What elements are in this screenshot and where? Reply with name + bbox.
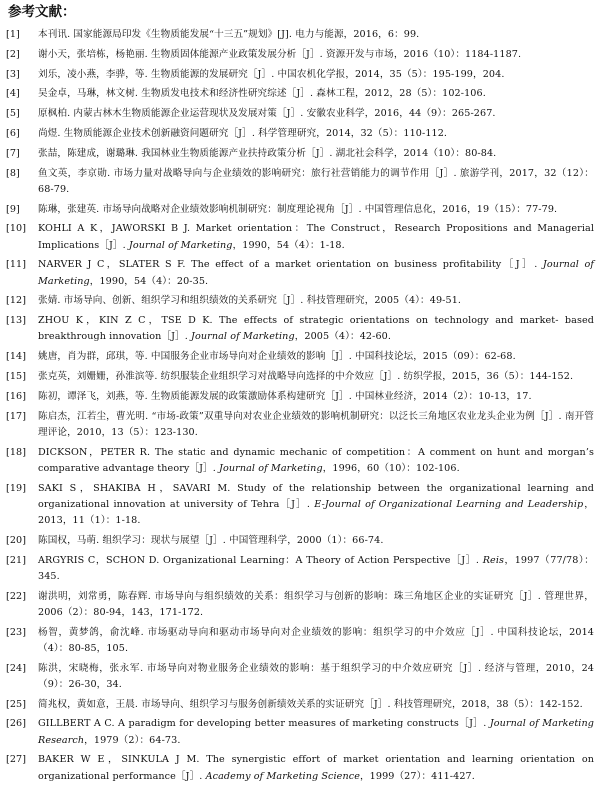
reference-item	[6, 697, 594, 713]
reference-segment: ，1999（27）：411-427.	[359, 770, 475, 782]
reference-text	[38, 295, 461, 306]
reference-text	[38, 315, 594, 342]
reference-segment: 刘乐，凌小燕，李骅，等. 生物质能源的发展研究［J］. 中国农机化学报，2014，35（5）：195-199，204.	[38, 68, 505, 80]
reference-number: [25]	[6, 698, 27, 710]
reference-item	[6, 445, 594, 477]
reference-text	[38, 29, 419, 40]
reference-number: [10]	[6, 223, 27, 235]
reference-number: [21]	[6, 554, 27, 566]
reference-segment: ，2013，11（1）：1-18.	[38, 498, 595, 526]
reference-text	[38, 483, 594, 526]
reference-segment: 陈琳，张建英. 市场导向战略对企业绩效影响机制研究：制度理论视角［J］. 中国管理信息化，2016，19（15）：77-79.	[38, 203, 558, 215]
reference-item	[6, 257, 594, 289]
reference-item	[6, 716, 594, 748]
reference-number: [13]	[6, 315, 27, 327]
reference-item	[6, 625, 594, 657]
reference-segment: 吴金卓，马琳，林文树. 生物质发电技术和经济性研究综述［J］. 森林工程，2012，28（5）：102-106.	[38, 88, 486, 100]
reference-segment: ，2005（4）：42-60.	[294, 331, 392, 343]
reference-number: [1]	[6, 29, 20, 40]
reference-text	[38, 204, 557, 215]
reference-text	[38, 371, 573, 382]
reference-segment: ，1990，54（4）：1-18.	[232, 239, 345, 251]
reference-text	[38, 447, 594, 474]
reference-text	[38, 411, 594, 438]
reference-item	[6, 146, 594, 162]
reference-item	[6, 293, 594, 309]
reference-number: [19]	[6, 482, 27, 494]
reference-segment: KOHLI A K，JAWORSKI B J. Market orientation：The Construct，Research Propositions and Managerial Implications［J］.	[38, 223, 594, 251]
reference-segment: 姚唐，肖为群，邱琪，等. 中国服务企业市场导向对企业绩效的影响［J］. 中国科技论坛，2015（09）：62-68.	[38, 351, 516, 363]
reference-segment: 本刊讯. 国家能源局印发《生物质能发展“十三五”规划》[J]. 电力与能源，2016，6：99.	[38, 29, 420, 40]
journal-title: Academy of Marketing Science	[205, 770, 360, 782]
reference-segment: 谢小天，张培栋，杨艳丽. 生物质固体能源产业政策发展分析［J］. 资源开发与市场，2016（10）：1184-1187.	[38, 48, 522, 60]
reference-item	[6, 553, 594, 585]
reference-segment: NARVER J C，SLATER S F. The effect of a market orientation on business profitability［J］.	[38, 259, 543, 271]
reference-segment: 陈初，谭泽飞，刘燕，等. 生物质能源发展的政策激励体系构建研究［J］. 中国林业经济，2014（2）：10-13，17.	[38, 390, 532, 402]
reference-text	[38, 699, 583, 710]
reference-segment: SAKI S，SHAKIBA H，SAVARI M. Study of the relationship between the organizational learning and organizational innovation at university of Tehra［J］.	[38, 482, 594, 510]
reference-item	[6, 106, 594, 122]
reference-item	[6, 202, 594, 218]
reference-number: [23]	[6, 626, 27, 638]
reference-item	[6, 27, 594, 43]
reference-segment: 原枫柏. 内蒙古林木生物质能源企业运营现状及发展对策［J］. 安徽农业科学，2016，44（9）：265-267.	[38, 108, 496, 120]
reference-item	[6, 313, 594, 345]
reference-segment: 张克英，刘姗姗，孙淮滨等. 纺织服装企业组织学习对战略导向选择的中介效应［J］. 纺织学报，2015，36（5）：144-152.	[38, 370, 574, 382]
reference-segment: ，1990，54（4）：20-35.	[89, 275, 209, 287]
journal-title: Journal of Marketing	[191, 331, 295, 343]
reference-text	[38, 391, 532, 402]
reference-number: [7]	[6, 147, 20, 159]
reference-segment: GILLBERT A C. A paradigm for developing better measures of marketing constructs［J］.	[38, 718, 490, 730]
reference-item	[6, 221, 594, 253]
reference-segment: 简兆权，黄如意，王晨. 市场导向、组织学习与服务创新绩效关系的实证研究［J］. 科技管理研究，2018，38（5）：142-152.	[38, 698, 583, 710]
reference-number: [18]	[6, 446, 27, 458]
reference-text	[38, 88, 486, 99]
reference-item	[6, 533, 594, 549]
reference-text	[38, 223, 594, 250]
reference-text	[38, 555, 594, 582]
reference-item	[6, 47, 594, 63]
reference-number: [5]	[6, 108, 20, 120]
reference-number: [15]	[6, 370, 27, 382]
reference-item	[6, 752, 594, 784]
reference-number: [26]	[6, 718, 27, 730]
reference-text	[38, 591, 594, 618]
reference-text	[38, 148, 496, 159]
reference-item	[6, 481, 594, 530]
journal-title: Journal of Marketing	[38, 259, 594, 287]
reference-number: [22]	[6, 590, 27, 602]
reference-segment: 鱼文英，李京勋. 市场力量对战略导向与企业绩效的影响研究：旅行社营销能力的调节作用［J］. 旅游学刊，2017，32（12）：68-79.	[38, 167, 594, 195]
reference-text	[38, 69, 504, 80]
reference-number: [12]	[6, 295, 27, 307]
reference-number: [16]	[6, 390, 27, 402]
reference-segment: ，1997（77/78）：345.	[38, 554, 594, 582]
reference-text	[38, 128, 447, 139]
reference-text	[38, 535, 384, 546]
reference-text	[38, 108, 496, 119]
journal-title: Journal of Marketing	[219, 462, 323, 474]
reference-item	[6, 409, 594, 441]
journal-title: Journal of Marketing Research	[38, 718, 594, 746]
reference-list	[6, 27, 594, 785]
reference-segment: 张喆，陈建成，谢璐琳. 我国林业生物质能源产业扶持政策分析［J］. 湖北社会科学，2014（10）：80-84.	[38, 147, 497, 159]
reference-number: [3]	[6, 68, 20, 80]
reference-text	[38, 754, 594, 781]
reference-text	[38, 259, 594, 286]
reference-number: [20]	[6, 534, 27, 546]
reference-number: [4]	[6, 88, 20, 100]
reference-segment: 陈启杰，江若尘，曹光明. “市场-政策”双重导向对农业企业绩效的影响机制研究：以泛长三角地区农业龙头企业为例［J］. 南开管理评论，2010，13（5）：123-130.	[38, 410, 594, 438]
reference-text	[38, 718, 594, 745]
reference-item	[6, 126, 594, 142]
reference-text	[38, 627, 594, 654]
reference-number: [27]	[6, 754, 27, 766]
reference-segment: 陈洪，宋晓梅，张永军. 市场导向对物业服务企业绩效的影响：基于组织学习的中介效应研究［J］. 经济与管理，2010，24（9）：26-30，34.	[38, 662, 594, 690]
reference-segment: 尚煜. 生物质能源企业技术创新融资问题研究［J］. 科学管理研究，2014，32（5）：110-112.	[38, 127, 448, 139]
reference-segment: DICKSON，PETER R. The static and dynamic mechanic of competition：A comment on hunt and morgan’s comparative advantage theory［J］.	[38, 446, 594, 474]
reference-item	[6, 389, 594, 405]
reference-text	[38, 49, 521, 60]
reference-segment: 杨智，黄梦鸽，俞沈峰. 市场驱动导向和驱动市场导向对企业绩效的影响：组织学习的中介效应［J］. 中国科技论坛，2014（4）：80-85，105.	[38, 626, 594, 654]
reference-number: [24]	[6, 662, 27, 674]
reference-number: [6]	[6, 127, 20, 139]
reference-text	[38, 351, 516, 362]
reference-item	[6, 349, 594, 365]
reference-number: [9]	[6, 203, 20, 215]
reference-item	[6, 67, 594, 83]
journal-title: E-Journal of Organizational Learning and Leadership	[314, 498, 584, 510]
reference-item	[6, 166, 594, 198]
reference-number: [17]	[6, 410, 27, 422]
references-heading: 参考文献：	[8, 4, 76, 20]
reference-number: [14]	[6, 351, 27, 363]
reference-item	[6, 661, 594, 693]
reference-number: [8]	[6, 167, 20, 179]
reference-segment: ARGYRIS C，SCHON D. Organizational Learning：A Theory of Action Perspective［J］.	[38, 554, 483, 566]
journal-title: Reis	[482, 554, 505, 566]
reference-item	[6, 86, 594, 102]
reference-item	[6, 589, 594, 621]
reference-item	[6, 369, 594, 385]
reference-segment: ，1979（2）：64-73.	[84, 734, 181, 746]
journal-title: Journal of Marketing	[128, 239, 233, 251]
reference-segment: ZHOU K，KIN Z C，TSE D K. The effects of strategic orientations on technology and market- based breakthrough innovation［J］.	[38, 315, 594, 343]
reference-segment: ，1996，60（10）：102-106.	[322, 462, 460, 474]
reference-segment: 张婧. 市场导向、创新、组织学习和组织绩效的关系研究［J］. 科技管理研究，2005（4）：49-51.	[38, 295, 462, 307]
reference-segment: BAKER W E，SINKULA J M. The synergistic effort of market orientation and learning orientation on organizational performance［J］.	[38, 754, 594, 782]
reference-segment: 陈国权，马萌. 组织学习：现状与展望［J］. 中国管理科学，2000（1）：66-74.	[38, 534, 384, 546]
reference-text	[38, 663, 594, 690]
reference-segment: 谢洪明，刘常勇，陈春辉. 市场导向与组织绩效的关系：组织学习与创新的影响：珠三角地区企业的实证研究［J］. 管理世界，2006（2）：80-94，143，171-172.	[38, 590, 594, 618]
reference-number: [11]	[6, 259, 27, 271]
reference-number: [2]	[6, 48, 20, 60]
reference-text	[38, 168, 594, 195]
